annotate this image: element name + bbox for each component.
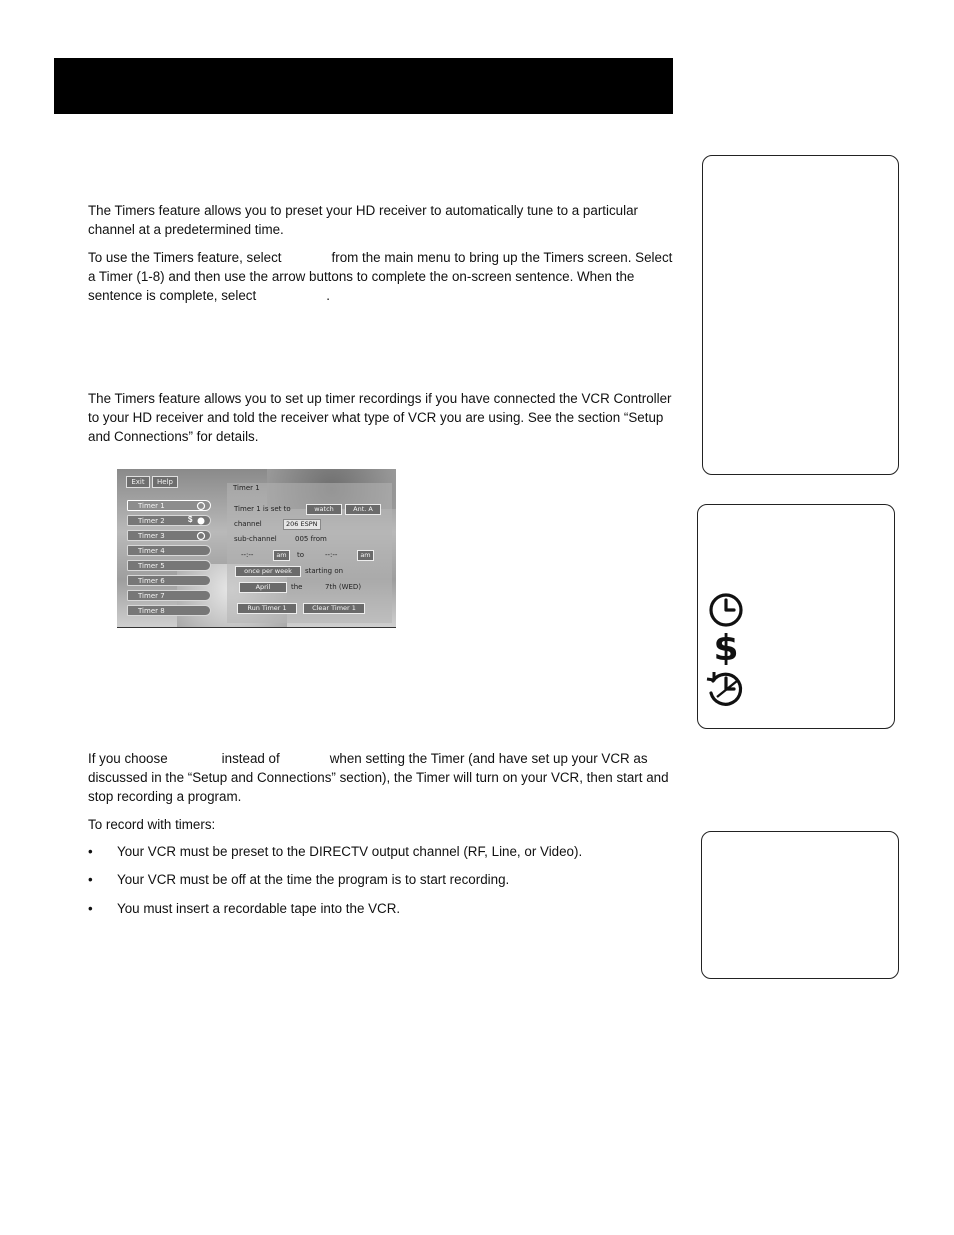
bullet-marker: • xyxy=(88,844,93,859)
record-para1-middle: instead of xyxy=(221,751,280,766)
action-selector[interactable]: watch xyxy=(306,504,342,515)
timers-screen-image xyxy=(117,469,396,628)
repeat-small-icon xyxy=(196,531,206,541)
clock-icon xyxy=(707,591,745,629)
clear-timer-button[interactable]: Clear Timer 1 xyxy=(303,603,365,614)
sidebar-note-box-1 xyxy=(702,155,899,475)
clock-small-icon xyxy=(196,516,206,526)
help-button[interactable]: Help xyxy=(152,476,178,488)
exit-button[interactable]: Exit xyxy=(126,476,150,488)
subchannel-value[interactable]: 005 from xyxy=(295,535,327,543)
timer-list-item-3[interactable]: Timer 3 xyxy=(127,530,211,541)
start-time-value[interactable]: --:-- xyxy=(241,551,254,559)
record-paragraph-2: To record with timers: xyxy=(88,817,216,832)
the-label: the xyxy=(291,583,303,591)
intro-paragraph-1: The Timers feature allows you to preset your HD receiver to automatically tune to a particular channel at a predetermined time. xyxy=(88,203,639,238)
antenna-selector[interactable]: Ant. A xyxy=(345,504,381,515)
end-time-value[interactable]: --:-- xyxy=(325,551,338,559)
starting-on-label: starting on xyxy=(305,567,344,575)
timer-list-item-2[interactable]: Timer 2 xyxy=(127,515,211,526)
channel-value[interactable]: 206 ESPN xyxy=(283,519,321,530)
sidebar-note-box-2 xyxy=(701,831,899,979)
intro-paragraph-2 xyxy=(88,248,673,306)
panel-title: Timer 1 xyxy=(233,484,260,492)
start-ampm-selector[interactable]: am xyxy=(273,550,290,561)
end-ampm-selector[interactable]: am xyxy=(357,550,374,561)
bullet-text: Your VCR must be preset to the DIRECTV output channel (RF, Line, or Video). xyxy=(117,844,583,859)
timer-list-item-6[interactable]: Timer 6 xyxy=(127,575,211,586)
timer-list-item-1[interactable]: Timer 1 xyxy=(127,500,211,511)
record-para1-start: If you choose xyxy=(88,751,168,766)
run-timer-button[interactable]: Run Timer 1 xyxy=(237,603,297,614)
month-selector[interactable]: April xyxy=(239,582,287,593)
bullet-text: Your VCR must be off at the time the program is to start recording. xyxy=(117,872,510,887)
record-paragraph-1 xyxy=(88,749,673,807)
bullet-marker: • xyxy=(88,872,93,887)
to-label: to xyxy=(297,551,305,559)
sidebar-icon-legend-box xyxy=(697,504,895,729)
subchannel-label: sub-channel xyxy=(234,535,277,543)
bullet-marker: • xyxy=(88,901,93,916)
intro-para2-middle: from the main menu to bring up the Timers screen. Select a Timer (1-8) and then use the arrow buttons to complete the on-screen sentence. When the sentence is complete, select xyxy=(88,250,673,304)
timer-status-icon xyxy=(196,501,206,511)
intro-para2-end: . xyxy=(326,288,330,304)
day-value[interactable]: 7th (WED) xyxy=(325,583,362,591)
timer-list-item-7[interactable]: Timer 7 xyxy=(127,590,211,601)
vcr-paragraph: The Timers feature allows you to set up timer recordings if you have connected the VCR Controller to your HD receiver and told the receiver what type of VCR you are using. See the section “Setup and Connections” for details. xyxy=(88,391,672,445)
chapter-header-bar xyxy=(54,58,673,114)
pay-per-view-small-icon: $ xyxy=(188,515,193,524)
frequency-selector[interactable]: once per week xyxy=(235,566,301,577)
bullet-text: You must insert a recordable tape into the VCR. xyxy=(117,901,401,916)
record-para1-end: when setting the Timer (and have set up your VCR as discussed in the “Setup and Connections” section), the Timer will turn on your VCR, then start and stop recording a program. xyxy=(88,751,669,805)
timer-list-item-5[interactable]: Timer 5 xyxy=(127,560,211,571)
timer-list-item-8[interactable]: Timer 8 xyxy=(127,605,211,616)
channel-label: channel xyxy=(234,520,262,528)
dollar-glyph: $ xyxy=(713,629,739,665)
recurring-timer-icon xyxy=(705,669,747,709)
timer-list-item-4[interactable]: Timer 4 xyxy=(127,545,211,556)
dollar-icon xyxy=(710,629,742,665)
timer-set-to-label: Timer 1 is set to xyxy=(234,505,291,513)
intro-para2-start: To use the Timers feature, select xyxy=(88,250,282,265)
